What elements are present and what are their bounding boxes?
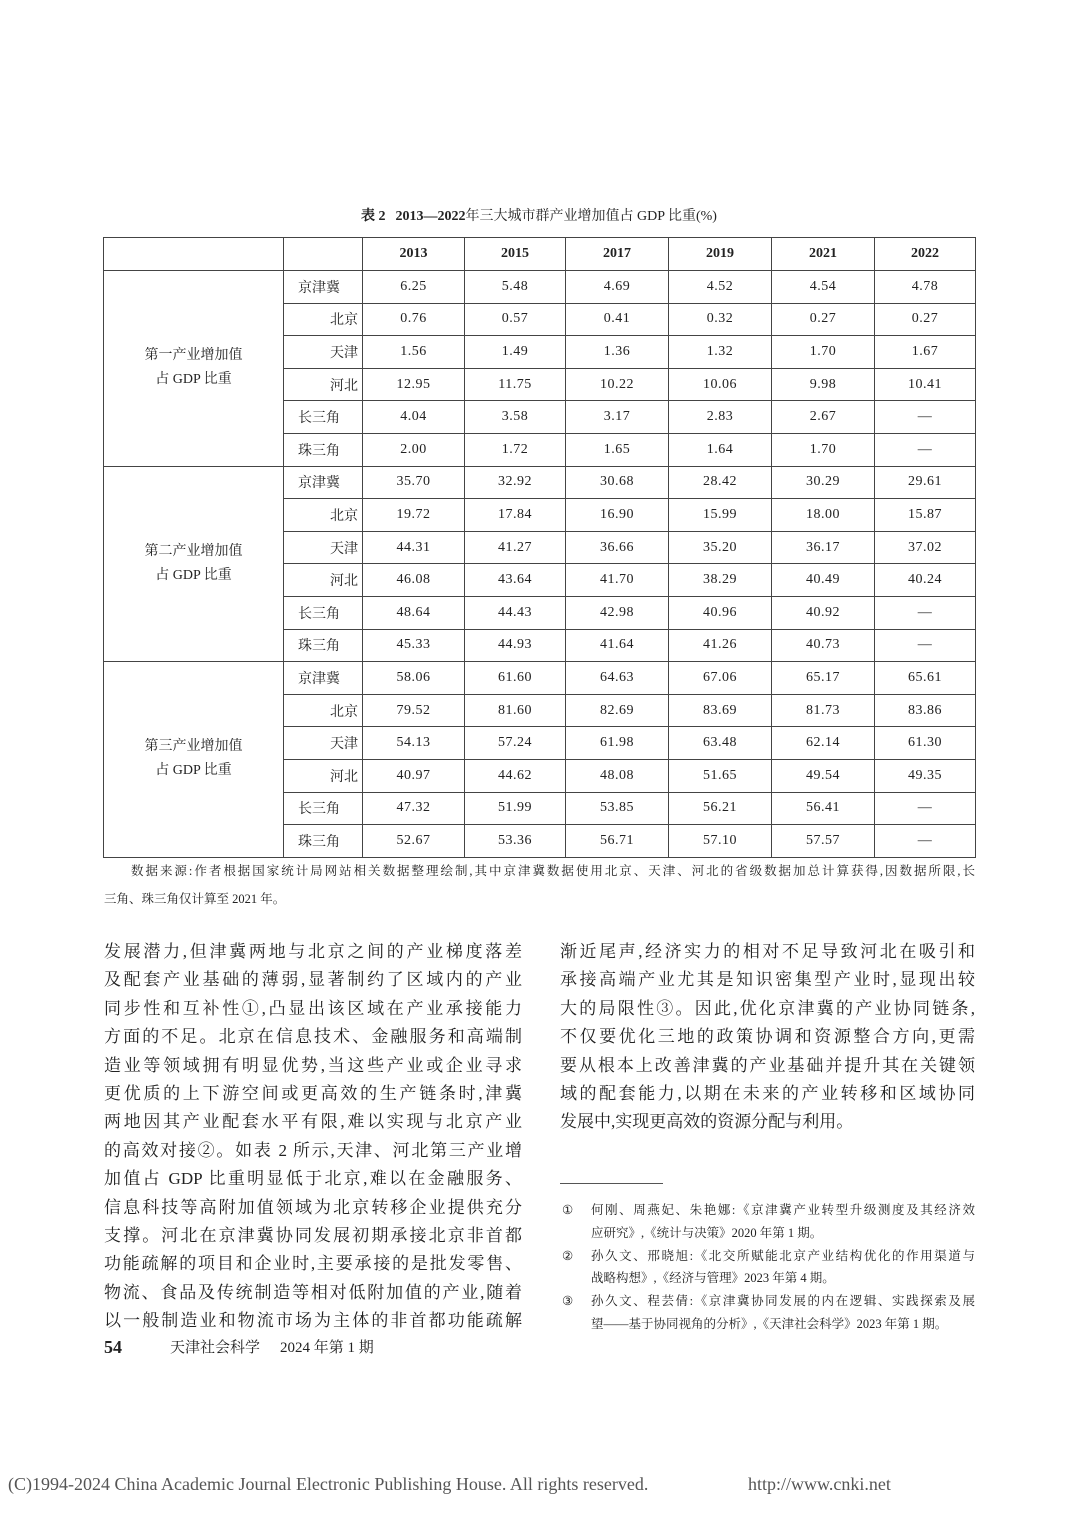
region-cell: 天津 [284,727,363,760]
value-cell: 48.08 [566,759,669,792]
value-cell: 3.58 [465,401,566,434]
value-cell: 15.99 [669,499,772,532]
value-cell: 11.75 [465,368,566,401]
footnote-line: 应研究》,《统计与决策》2020 年第 1 期。 [591,1225,823,1240]
body-line: 要从根本上改善津冀的产业基础并提升其在关键领 [560,1055,975,1075]
value-cell: 1.49 [465,336,566,369]
value-cell: 18.00 [772,499,875,532]
footnote [560,1290,975,1336]
value-cell: 6.25 [363,271,465,304]
table-caption-years: 2013—2022 [395,209,466,224]
body-column-right [560,938,975,1137]
header-year: 2017 [566,238,669,271]
value-cell: 2.67 [772,401,875,434]
region-cell: 珠三角 [284,433,363,466]
header-year: 2019 [669,238,772,271]
value-cell: 61.60 [465,662,566,695]
value-cell: 48.64 [363,596,465,629]
header-blank-group [104,238,284,271]
value-cell: 32.92 [465,466,566,499]
copyright-notice: (C)1994-2024 China Academic Journal Electronic Publishing House. All rights reserved. [8,1474,649,1494]
footnote-mark: ③ [562,1294,574,1309]
header-blank-region [284,238,363,271]
value-cell: 0.27 [875,303,976,336]
footnote-line: 何刚、周燕妃、朱艳娜:《京津冀产业转型升级测度及其经济效 [591,1203,975,1217]
group-label-cell [104,662,284,858]
footnote [560,1245,975,1291]
value-cell: 36.17 [772,531,875,564]
footnote [560,1199,975,1245]
body-line: 渐近尾声,经济实力的相对不足导致河北在吸引和 [560,942,975,961]
value-cell: 1.65 [566,433,669,466]
value-cell: 37.02 [875,531,976,564]
value-cell: 47.32 [363,792,465,825]
body-line: 功能疏解的项目和企业时,主要承接的是批发零售、 [104,1254,522,1274]
value-cell: 0.27 [772,303,875,336]
value-cell: 4.54 [772,271,875,304]
header-year: 2022 [875,238,976,271]
value-cell: 61.30 [875,727,976,760]
value-cell: 83.69 [669,694,772,727]
header-year: 2021 [772,238,875,271]
region-cell: 珠三角 [284,825,363,858]
value-cell: 40.49 [772,564,875,597]
value-cell: — [875,433,976,466]
footnote-line: 孙久文、邢晓旭:《北交所赋能北京产业结构优化的作用渠道与 [591,1248,975,1263]
region-cell: 北京 [284,303,363,336]
body-line: 域的配套能力,以期在未来的产业转移和区域协同 [560,1083,975,1103]
value-cell: 56.71 [566,825,669,858]
journal-issue: 2024 年第 1 期 [280,1340,374,1356]
group-label-line: 占 GDP 比重 [155,372,232,388]
value-cell: 10.22 [566,368,669,401]
page-number: 54 [104,1337,122,1357]
body-line: 支撑。河北在京津冀协同发展初期承接北京非首都 [104,1225,522,1245]
value-cell: 67.06 [669,662,772,695]
value-cell: 1.70 [772,336,875,369]
region-cell: 河北 [284,368,363,401]
value-cell: 40.73 [772,629,875,662]
source-note-line: 三角、珠三角仅计算至 2021 年。 [104,892,286,906]
value-cell: 44.62 [465,759,566,792]
value-cell: 49.54 [772,759,875,792]
value-cell: 53.36 [465,825,566,858]
footnote-text [591,1245,975,1291]
value-cell: — [875,401,976,434]
body-line: 方面的不足。北京在信息技术、金融服务和高端制 [104,1027,522,1047]
region-cell: 北京 [284,499,363,532]
body-line: 承接高端产业尤其是知识密集型产业时,显现出较 [560,970,975,990]
industry-share-table [103,237,976,858]
value-cell: 30.29 [772,466,875,499]
value-cell: 2.00 [363,433,465,466]
table-caption [103,206,975,228]
region-cell: 河北 [284,564,363,597]
value-cell: 44.43 [465,596,566,629]
value-cell: 1.67 [875,336,976,369]
value-cell: 40.92 [772,596,875,629]
region-cell: 京津冀 [284,271,363,304]
group-label-line: 第二产业增加值 [144,543,243,559]
value-cell: 16.90 [566,499,669,532]
value-cell: 41.64 [566,629,669,662]
journal-name: 天津社会科学 [170,1340,261,1356]
value-cell: 65.17 [772,662,875,695]
value-cell: 56.21 [669,792,772,825]
value-cell: 5.48 [465,271,566,304]
value-cell: — [875,596,976,629]
value-cell: 46.08 [363,564,465,597]
body-line: 发展潜力,但津冀两地与北京之间的产业梯度落差 [104,942,522,961]
value-cell: 41.26 [669,629,772,662]
value-cell: 57.10 [669,825,772,858]
region-cell: 河北 [284,759,363,792]
value-cell: 1.32 [669,336,772,369]
value-cell: 36.66 [566,531,669,564]
footnote-text [591,1199,975,1245]
value-cell: 40.96 [669,596,772,629]
body-line: 更优质的上下游空间或更高效的生产链条时,津冀 [104,1083,522,1103]
value-cell: 10.06 [669,368,772,401]
body-line: 以一般制造业和物流市场为主体的非首都功能疏解 [104,1311,522,1331]
value-cell: 1.36 [566,336,669,369]
group-label-line: 第一产业增加值 [144,348,243,364]
value-cell: 62.14 [772,727,875,760]
region-cell: 珠三角 [284,629,363,662]
value-cell: 0.41 [566,303,669,336]
value-cell: 15.87 [875,499,976,532]
value-cell: 45.33 [363,629,465,662]
value-cell: — [875,629,976,662]
value-cell: 4.69 [566,271,669,304]
value-cell: 0.32 [669,303,772,336]
value-cell: 12.95 [363,368,465,401]
value-cell: 57.24 [465,727,566,760]
group-label-line: 占 GDP 比重 [155,567,232,583]
table-row [104,466,976,499]
body-line: 同步性和互补性①,凸显出该区域在产业承接能力 [104,998,522,1018]
header-year: 2015 [465,238,566,271]
value-cell: 4.04 [363,401,465,434]
value-cell: 52.67 [363,825,465,858]
body-line: 造业等领域拥有明显优势,当这些产业或企业寻求 [104,1055,522,1075]
table-caption-title: 年三大城市群产业增加值占 GDP 比重(%) [465,209,717,224]
table-caption-label: 表 2 [361,209,386,224]
table-source-note [104,857,975,913]
value-cell: 4.78 [875,271,976,304]
body-line: 及配套产业基础的薄弱,显著制约了区域内的产业 [104,970,522,990]
body-line: 加值占 GDP 比重明显低于北京,难以在金融服务、 [104,1169,522,1189]
value-cell: 1.70 [772,433,875,466]
value-cell: 51.99 [465,792,566,825]
table-row [104,271,976,304]
table-body [104,271,976,858]
group-label-line: 占 GDP 比重 [155,763,232,779]
value-cell: 30.68 [566,466,669,499]
value-cell: 49.35 [875,759,976,792]
footnote-line: 战略构想》,《经济与管理》2023 年第 4 期。 [591,1271,835,1286]
source-note-line: 数据来源:作者根据国家统计局网站相关数据整理绘制,其中京津冀数据使用北京、天津、河北的省级数据加总计算获得,因数据所限,长 [131,864,975,878]
body-line: 不仅要优化三地的政策协调和资源整合方向,更需 [560,1027,975,1047]
value-cell: 43.64 [465,564,566,597]
value-cell: 28.42 [669,466,772,499]
region-cell: 长三角 [284,596,363,629]
table-row [104,662,976,695]
value-cell: 0.57 [465,303,566,336]
value-cell: 1.72 [465,433,566,466]
value-cell: 38.29 [669,564,772,597]
value-cell: 35.20 [669,531,772,564]
region-cell: 天津 [284,531,363,564]
value-cell: 53.85 [566,792,669,825]
value-cell: 44.93 [465,629,566,662]
value-cell: 1.64 [669,433,772,466]
footnote-line: 孙久文、程芸倩:《京津冀协同发展的内在逻辑、实践探索及展 [591,1294,975,1309]
value-cell: 56.41 [772,792,875,825]
value-cell: 57.57 [772,825,875,858]
value-cell: 83.86 [875,694,976,727]
value-cell: 81.60 [465,694,566,727]
region-cell: 北京 [284,694,363,727]
value-cell: 79.52 [363,694,465,727]
region-cell: 长三角 [284,401,363,434]
value-cell: 17.84 [465,499,566,532]
value-cell: 44.31 [363,531,465,564]
footnotes [560,1199,975,1336]
footnote-rule [560,1183,663,1184]
group-label-line: 第三产业增加值 [144,739,243,755]
value-cell: 54.13 [363,727,465,760]
value-cell: 61.98 [566,727,669,760]
region-cell: 长三角 [284,792,363,825]
value-cell: 0.76 [363,303,465,336]
footnote-line: 望——基于协同视角的分析》,《天津社会科学》2023 年第 1 期。 [591,1316,948,1331]
group-label-cell [104,271,284,467]
body-column-left [104,938,522,1335]
region-cell: 京津冀 [284,466,363,499]
group-label-cell [104,466,284,662]
value-cell: 41.70 [566,564,669,597]
value-cell: 35.70 [363,466,465,499]
body-line: 信息科技等高附加值领域为北京转移企业提供充分 [104,1197,522,1217]
value-cell: 2.83 [669,401,772,434]
value-cell: 9.98 [772,368,875,401]
value-cell: 1.56 [363,336,465,369]
table-header-row [104,238,976,271]
body-line: 大的局限性③。因此,优化京津冀的产业协同链条, [560,998,975,1018]
value-cell: 40.97 [363,759,465,792]
value-cell: 65.61 [875,662,976,695]
value-cell: — [875,825,976,858]
body-line: 的高效对接②。如表 2 所示,天津、河北第三产业增 [104,1140,522,1160]
footnote-mark: ② [562,1248,574,1263]
region-cell: 天津 [284,336,363,369]
value-cell: 81.73 [772,694,875,727]
footnote-mark: ① [562,1203,574,1217]
header-year: 2013 [363,238,465,271]
body-line: 两地因其产业配套水平有限,难以实现与北京产业 [104,1112,522,1132]
value-cell: 42.98 [566,596,669,629]
value-cell: 4.52 [669,271,772,304]
body-line: 发展中,实现更高效的资源分配与利用。 [560,1112,854,1132]
value-cell: 41.27 [465,531,566,564]
body-line: 物流、食品及传统制造等相对低附加值的产业,随着 [104,1282,522,1302]
value-cell: 82.69 [566,694,669,727]
value-cell: 3.17 [566,401,669,434]
value-cell: — [875,792,976,825]
footnote-text [591,1290,975,1336]
value-cell: 58.06 [363,662,465,695]
value-cell: 63.48 [669,727,772,760]
value-cell: 40.24 [875,564,976,597]
value-cell: 19.72 [363,499,465,532]
region-cell: 京津冀 [284,662,363,695]
value-cell: 29.61 [875,466,976,499]
cnki-url: http://www.cnki.net [748,1474,891,1494]
value-cell: 10.41 [875,368,976,401]
value-cell: 51.65 [669,759,772,792]
value-cell: 64.63 [566,662,669,695]
